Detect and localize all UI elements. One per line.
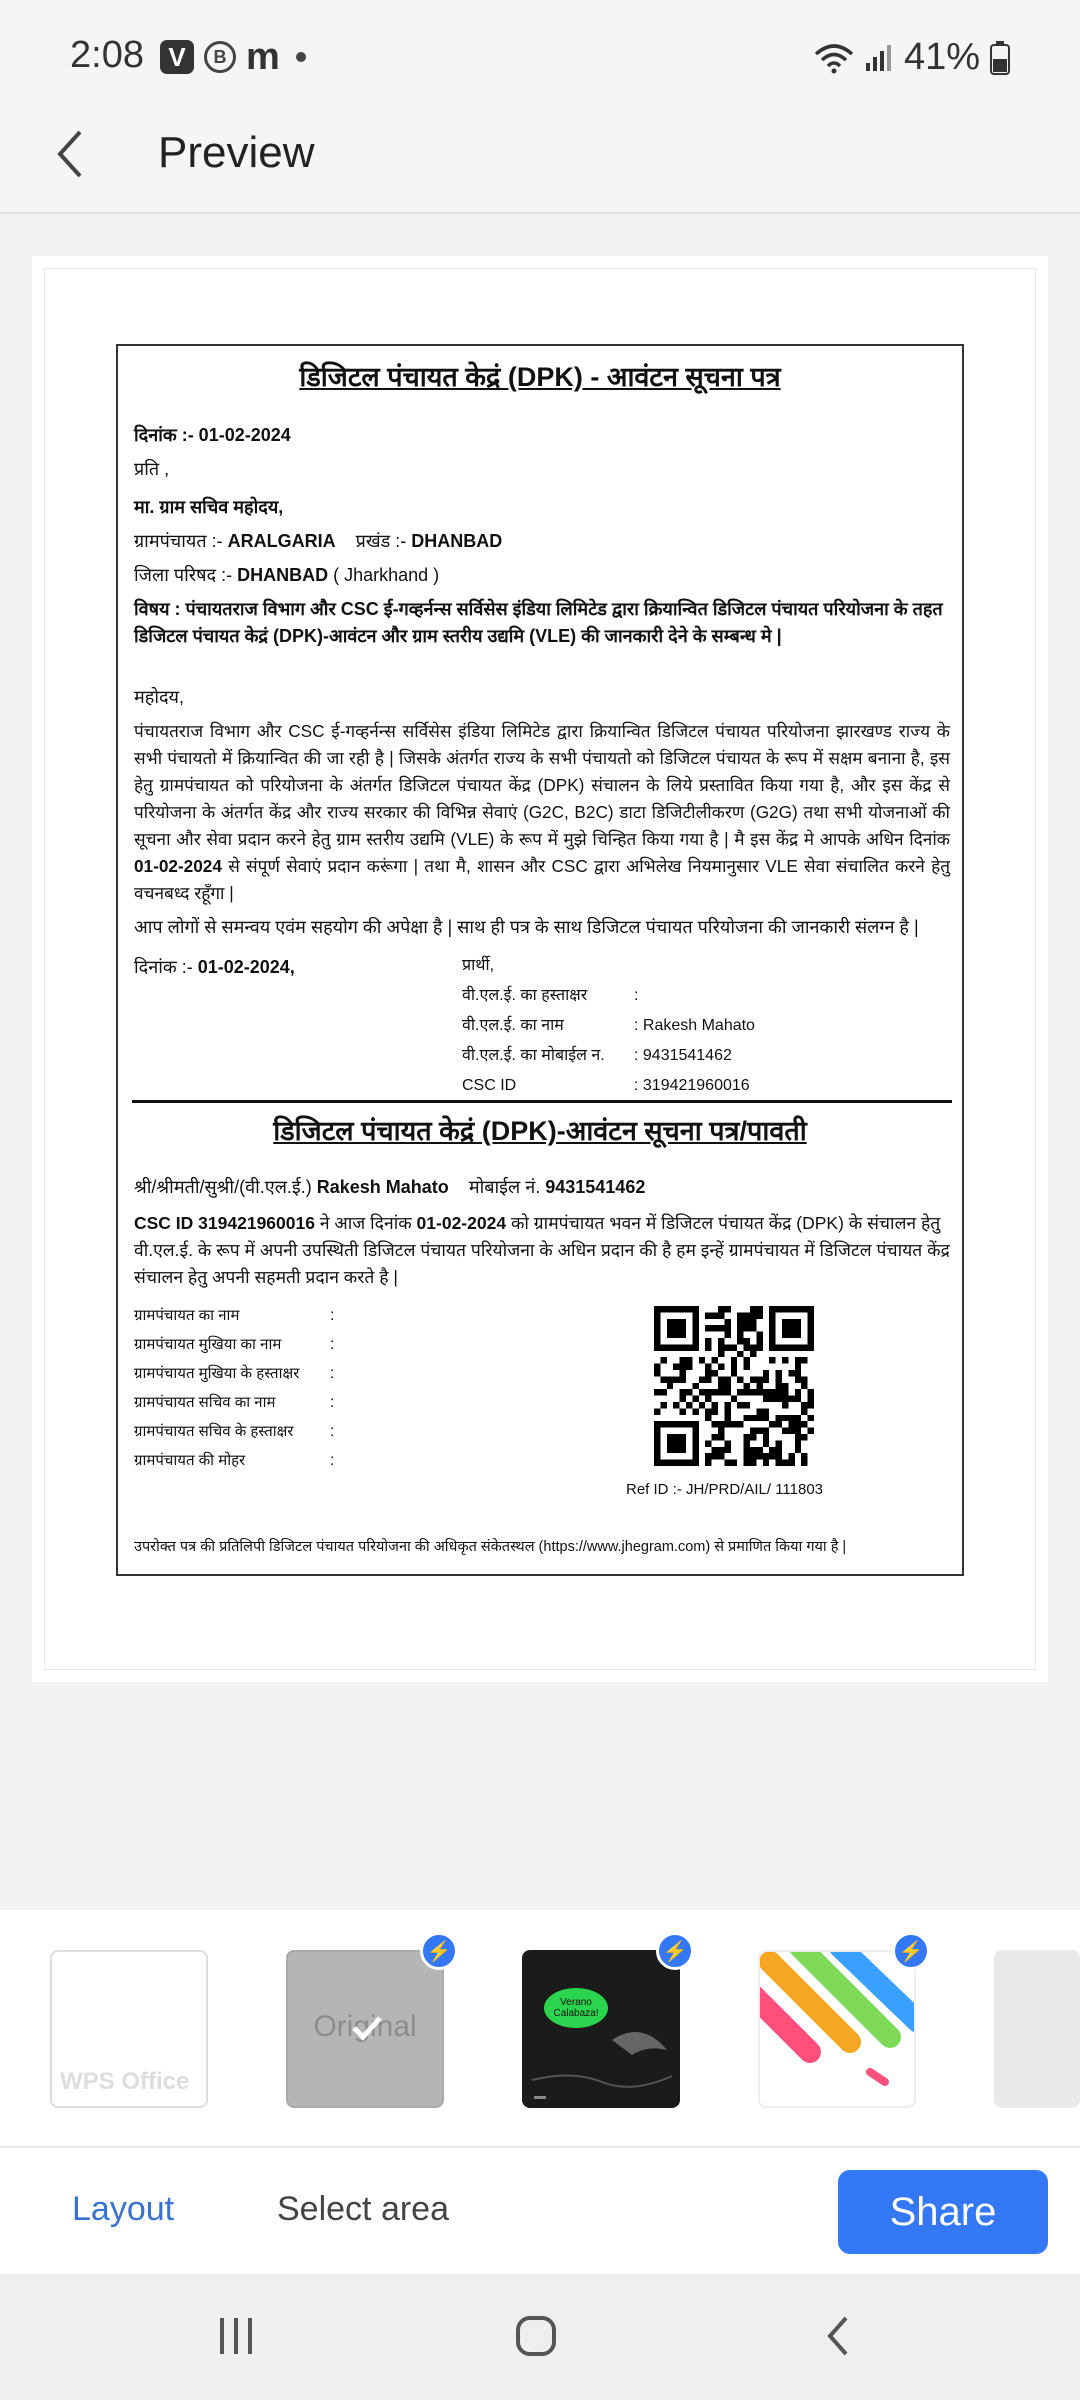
district-line: जिला परिषद :- DHANBAD ( Jharkhand ): [134, 565, 440, 585]
vle-sign-value: :: [634, 987, 639, 1004]
thumb-light-theme[interactable]: [994, 1950, 1080, 2108]
request-text: आप लोगों से समन्वय एवंम सहयोग की अपेक्षा है | साथ ही पत्र के साथ डिजिटल पंचायत परियोजना की जानकारी संलग्न है |: [134, 917, 919, 937]
field-mukhiya-name: ग्रामपंचायत मुखिया का नाम: [134, 1336, 282, 1353]
more-notifications-icon: [296, 52, 306, 62]
b-app-icon: B: [204, 41, 236, 73]
receipt-body: CSC ID 319421960016 ने आज दिनांक 01-02-2024 को ग्रामपंचायत भवन में डिजिटल पंचायत केंद्र (DPK) के संचालन हेतु वी.एल.ई. के रूप में अपनी उपस्थिती डिजिटल पंचायत परियोजना के अधिन प्रदान की है हम इन्हें ग्रामपंचायत में डिजिटल पंचायत केंद्र संचालन हेतु अपनी सहमती प्रदान करते है |: [134, 1213, 950, 1287]
premium-bolt-icon: ⚡: [656, 1932, 694, 1970]
wps-office-label: WPS Office: [60, 2068, 190, 2095]
premium-bolt-icon: ⚡: [892, 1932, 930, 1970]
share-button[interactable]: Share: [838, 2170, 1048, 2254]
original-label: Original: [313, 2010, 417, 2043]
field-sachiv-sign: ग्रामपंचायत सचिव के हस्ताक्षर: [134, 1423, 294, 1440]
receipt-vle-line: श्री/श्रीमती/सुश्री/(वी.एल.ई.) Rakesh Mahato मोबाईल नं. 9431541462: [134, 1177, 646, 1197]
speech-bubble: Verano Calabaza!: [544, 1988, 608, 2028]
csc-id-value: : 319421960016: [634, 1077, 750, 1094]
letter-footer: उपरोक्त पत्र की प्रतिलिपी डिजिटल पंचायत परियोजना की अधिकृत संकेतस्थल (https://www.jhegram.com) से प्रमाणित किया गया है |: [134, 1539, 847, 1555]
field-sachiv-name: ग्रामपंचायत सचिव का नाम: [134, 1394, 276, 1411]
qr-code: [654, 1306, 814, 1466]
colon: :: [330, 1307, 335, 1324]
thumb-colorful-theme[interactable]: [758, 1950, 916, 2108]
letter-title: डिजिटल पंचायत केद्रं (DPK) - आवंटन सूचना पत्र: [299, 362, 781, 392]
addressee: मा. ग्राम सचिव महोदय,: [134, 497, 284, 517]
vle-name-label: वी.एल.ई. का नाम: [462, 1017, 564, 1034]
thumb-dark-theme[interactable]: [522, 1950, 680, 2108]
section-divider: [132, 1100, 952, 1103]
style-thumbnails: [0, 1910, 1080, 2146]
allotment-letter: [116, 344, 964, 1576]
page-title: Preview: [158, 128, 315, 177]
layout-button[interactable]: Layout: [72, 2190, 175, 2228]
field-gp-name: ग्रामपंचायत का नाम: [134, 1307, 240, 1324]
system-nav-bar: [0, 2274, 1080, 2400]
vle-mobile-value: : 9431541462: [634, 1047, 732, 1064]
colon: :: [330, 1452, 335, 1469]
colon: :: [330, 1394, 335, 1411]
receipt-title: डिजिटल पंचायत केद्रं (DPK)-आवंटन सूचना पत्र/पावती: [273, 1116, 807, 1146]
battery-icon: [990, 41, 1010, 75]
colon: :: [330, 1365, 335, 1382]
gram-panchayat-line: ग्रामपंचायत :- ARALGARIA प्रखंड :- DHANBAD: [134, 531, 503, 551]
field-seal: ग्रामपंचायत की मोहर: [134, 1452, 246, 1469]
vle-mobile-label: वी.एल.ई. का मोबाईल न.: [462, 1047, 605, 1064]
salutation: महोदय,: [134, 687, 184, 707]
date2-line: दिनांक :- 01-02-2024,: [134, 957, 295, 977]
colon: :: [330, 1336, 335, 1353]
applicant-label: प्रार्थी,: [462, 957, 495, 974]
app-bar: [0, 120, 1080, 214]
status-bar: [0, 0, 1080, 120]
letter-body: पंचायतराज विभाग और CSC ई-गव्हर्नन्स सर्विसेस इंडिया लिमिटेड द्वारा क्रियान्वित डिजिटल पंचायत परियोजना झारखण्ड राज्य के सभी पंचायतो में क्रियान्वित की जा रही है | जिसके अंतर्गत राज्य के सभी पंचायतो को डिजिटल पंचायत के रूप में सक्षम बनाना है, इस हेतु ग्रामपंचायत को परियोजना के अंतर्गत डिजिटल पंचायत केंद्र (DPK) संचालन के लिये प्रस्तावित किया गया है, और इस केंद्र से परियोजना के अंतर्गत केंद्र और राज्य सरकार की विभिन्न सेवाएं (G2C, B2C) डाटा डिजिटीलीकरण (G2G) तथा सभी योजनाओं की सूचना और सेवा प्रदान करने हेतु ग्राम स्तरीय उद्यमि (VLE) के रूप में मुझे चिन्हित किया गया है | मै इस केंद्र मे आपके अधिन दिनांक 01-02-2024 से संपूर्ण सेवाएं प्रदान करूंगा | तथा मै, शासन और CSC द्वारा अभिलेख नियमानुसार VLE सेवा संचालित करने हेतु वचनबध्द रहूँगा |: [134, 721, 950, 903]
signal-icon: [864, 43, 894, 73]
home-icon[interactable]: [514, 2312, 558, 2360]
select-area-button[interactable]: Select area: [277, 2190, 449, 2228]
color-stripes-illustration: [760, 1952, 916, 2108]
m-app-icon: m: [246, 36, 280, 78]
thumb-wps-office[interactable]: [50, 1950, 208, 2108]
back-arrow-icon[interactable]: [44, 124, 104, 184]
field-mukhiya-sign: ग्रामपंचायत मुखिया के हस्ताक्षर: [134, 1365, 300, 1382]
bottom-action-bar: [0, 2146, 1080, 2274]
vivo-app-icon: V: [160, 40, 194, 74]
checkmark-icon: [350, 2014, 384, 2042]
dolphin-illustration: [522, 2010, 680, 2108]
letter-date: दिनांक :- 01-02-2024: [134, 425, 291, 445]
vle-sign-label: वी.एल.ई. का हस्ताक्षर: [462, 987, 588, 1004]
csc-id-label: CSC ID: [462, 1077, 517, 1094]
thumb-original[interactable]: [286, 1950, 444, 2108]
reference-id: Ref ID :- JH/PRD/AIL/ 111803: [626, 1481, 824, 1498]
status-time: 2:08: [70, 34, 144, 76]
wifi-icon: [814, 42, 854, 74]
battery-percent: 41%: [903, 36, 980, 78]
recent-apps-icon[interactable]: [214, 2314, 258, 2358]
letter-subject: विषय : पंचायतराज विभाग और CSC ई-गव्हर्नन्स सर्विसेस इंडिया लिमिटेड द्वारा क्रियान्वित डिजिटल पंचायत परियोजना के तहत डिजिटल पंचायत केद्रं (DPK)-आवंटन और ग्राम स्तरीय उद्यमि (VLE) की जानकारी देने के सम्बन्ध मे |: [134, 599, 943, 646]
nav-back-icon[interactable]: [818, 2314, 862, 2358]
prati-text: प्रति ,: [134, 459, 170, 479]
premium-bolt-icon: ⚡: [420, 1932, 458, 1970]
colon: :: [330, 1423, 335, 1440]
vle-name-value: : Rakesh Mahato: [634, 1017, 755, 1034]
